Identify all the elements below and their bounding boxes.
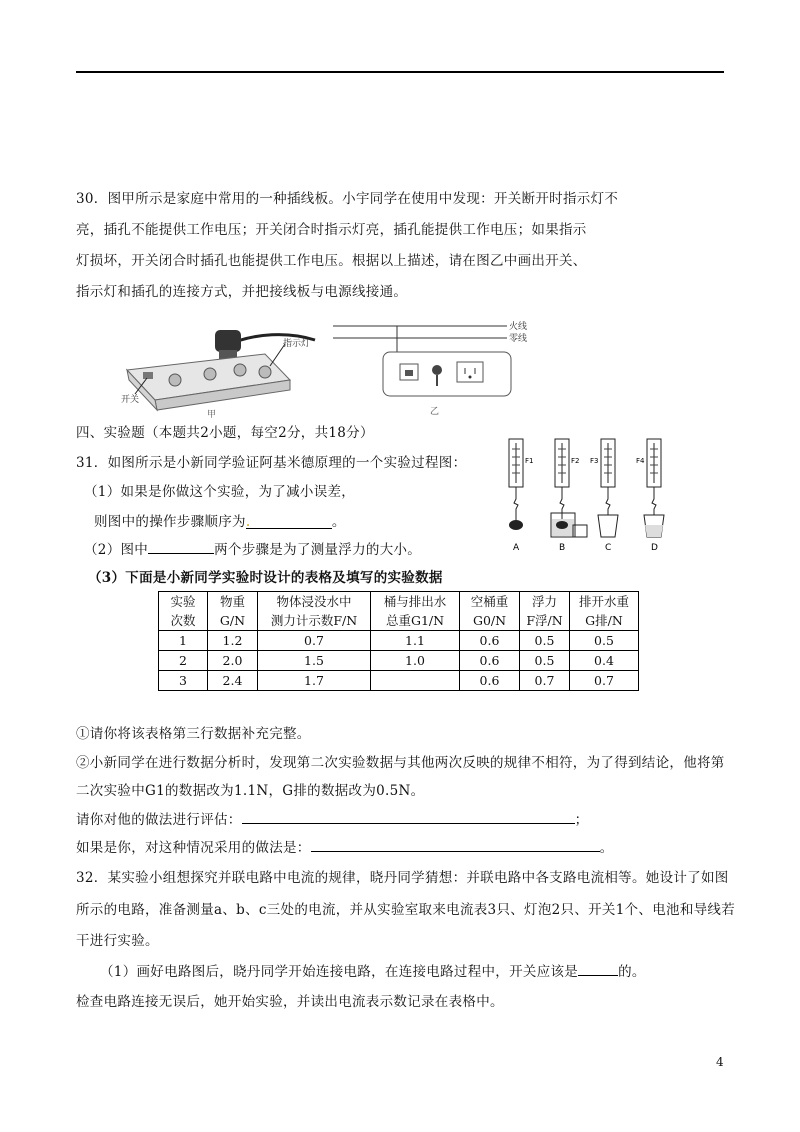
table-cell: 0.5 — [570, 631, 639, 651]
table-cell: 0.6 — [460, 631, 520, 651]
q32-switch-prefix: （1）画好电路图后，晓丹同学开始连接电路，在连接电路过程中，开关应该是 — [100, 964, 579, 980]
table-cell: 1.0 — [371, 651, 460, 671]
table-cell: 0.6 — [460, 671, 520, 691]
q31-part1-suffix: 。 — [331, 514, 346, 530]
header-weight: 物重 G/N — [208, 592, 258, 631]
experiment-data-table — [158, 591, 639, 691]
table-row — [159, 651, 639, 671]
q31-item-2-line-a: ②小新同学在进行数据分析时，发现第二次实验数据与其他两次反映的规律不相符，为了得到结论，他将第 — [76, 755, 725, 771]
section-4-heading: 四、实验题（本题共2小题，每空2分，共18分） — [76, 425, 374, 441]
table-row — [159, 631, 639, 651]
scale-c — [590, 439, 618, 537]
force-label-f4: F4 — [636, 457, 645, 465]
table-cell: 0.7 — [258, 631, 371, 651]
q30-line-3: 灯损坏，开关闭合时插孔也能提供工作电压。根据以上描述，请在图乙中画出开关、 — [76, 253, 587, 269]
q31-method-prefix: 如果是你，对这种情况采用的做法是： — [76, 840, 311, 856]
table-cell: 1.5 — [258, 651, 371, 671]
q31-order-blank[interactable] — [246, 514, 332, 529]
table-cell: 0.4 — [570, 651, 639, 671]
table-cell: 0.7 — [520, 671, 570, 691]
table-cell: 0.5 — [520, 651, 570, 671]
scale-b — [551, 439, 587, 537]
q30-line-1: 30．图甲所示是家庭中常用的一种插线板。小宇同学在使用中发现：开关断开时指示灯不 — [76, 191, 619, 207]
table-cell: 2 — [159, 651, 208, 671]
label-b: B — [559, 543, 566, 553]
table-cell: 1.1 — [371, 631, 460, 651]
page-number: 4 — [716, 1055, 724, 1069]
table-cell: 1.2 — [208, 631, 258, 651]
header-immersed: 物体浸没水中 测力计示数F/N — [258, 592, 371, 631]
figure-jia-caption: 甲 — [207, 410, 217, 418]
q31-part2-suffix: 两个步骤是为了测量浮力的大小。 — [214, 542, 422, 558]
q31-evaluation-suffix: ； — [574, 812, 589, 828]
figure-yi-caption: 乙 — [430, 407, 440, 417]
q32-line-1: 32．某实验小组想探究并联电路中电流的规律，晓丹同学猜想：并联电路中各支路电流相等。她设计了如图 — [76, 870, 729, 886]
table-cell-empty[interactable] — [371, 671, 460, 691]
scale-d — [636, 439, 664, 537]
switch-label: 开关 — [121, 395, 140, 405]
power-strip-figure — [115, 322, 320, 418]
table-cell: 1 — [159, 631, 208, 651]
label-d: D — [651, 543, 658, 553]
q32-switch-suffix: 的。 — [618, 964, 646, 980]
q31-part1-line-a: （1）如果是你做这个实验，为了减小误差， — [84, 484, 356, 500]
q32-line-5: 检查电路连接无误后，她开始实验，并读出电流表示数记录在表格中。 — [76, 994, 504, 1010]
q31-part2 — [84, 538, 421, 558]
q32-line-2: 所示的电路，准备测量a、b、c三处的电流，并从实验室取来电流表3只、灯泡2只、开关1个、电池和导线若 — [76, 902, 736, 918]
q30-line-4: 指示灯和插孔的连接方式，并把接线板与电源线接通。 — [76, 284, 408, 300]
table-cell: 0.6 — [460, 651, 520, 671]
indicator-label: 指示灯 — [283, 339, 311, 349]
table-cell: 2.4 — [208, 671, 258, 691]
q31-evaluation-blank[interactable] — [242, 809, 575, 824]
table-cell: 0.5 — [520, 631, 570, 651]
table-row — [159, 671, 639, 691]
q31-evaluation-prefix: 请你对他的做法进行评估： — [76, 812, 242, 828]
table-cell: 2.0 — [208, 651, 258, 671]
q30-line-2: 亮，插孔不能提供工作电压；开关闭合时指示灯亮，插孔能提供工作电压；如果指示 — [76, 222, 587, 238]
label-c: C — [605, 543, 612, 553]
table-header-row — [159, 592, 639, 631]
header-buoyancy: 浮力 F浮/N — [520, 592, 570, 631]
header-rule — [76, 71, 724, 73]
q31-order-fill: . — [245, 514, 251, 530]
header-displaced: 排开水重 G排/N — [570, 592, 639, 631]
wiring-board-figure — [325, 318, 540, 418]
q32-line-3: 干进行实验。 — [76, 933, 159, 949]
q32-switch-blank[interactable] — [578, 961, 618, 976]
header-empty-bucket: 空桶重 G0/N — [460, 592, 520, 631]
q31-evaluation — [76, 808, 588, 828]
q31-part3: （3）下面是小新同学实验时设计的表格及填写的实验数据 — [88, 570, 443, 586]
q31-part2-prefix: （2）图中 — [84, 542, 149, 558]
q31-item-1: ①请你将该表格第三行数据补充完整。 — [76, 726, 311, 742]
q31-part1-line-b — [94, 510, 346, 530]
live-wire-label: 火线 — [509, 322, 528, 332]
header-bucket-total: 桶与排出水 总重G1/N — [371, 592, 460, 631]
q31-part1-prefix: 则图中的操作步骤顺序为 — [94, 514, 246, 530]
force-label-f3: F3 — [590, 457, 599, 465]
q31-intro: 31．如图所示是小新同学验证阿基米德原理的一个实验过程图： — [76, 455, 467, 471]
scale-a — [509, 439, 533, 530]
force-label-f1: F1 — [525, 457, 534, 465]
q31-steps-blank[interactable] — [148, 539, 214, 554]
q31-item-2-line-b: 二次实验中G1的数据改为1.1N，G排的数据改为0.5N。 — [76, 783, 425, 799]
table-cell: 0.7 — [570, 671, 639, 691]
q31-method — [76, 836, 613, 856]
force-label-f2: F2 — [571, 457, 580, 465]
table-cell: 1.7 — [258, 671, 371, 691]
spring-scale-figure — [495, 437, 675, 554]
q31-method-blank[interactable] — [311, 837, 600, 852]
header-trial: 实验 次数 — [159, 592, 208, 631]
q31-method-suffix: 。 — [599, 840, 614, 856]
table-cell: 3 — [159, 671, 208, 691]
label-a: A — [513, 543, 520, 553]
neutral-wire-label: 零线 — [509, 334, 528, 344]
q32-line-4 — [100, 960, 646, 980]
